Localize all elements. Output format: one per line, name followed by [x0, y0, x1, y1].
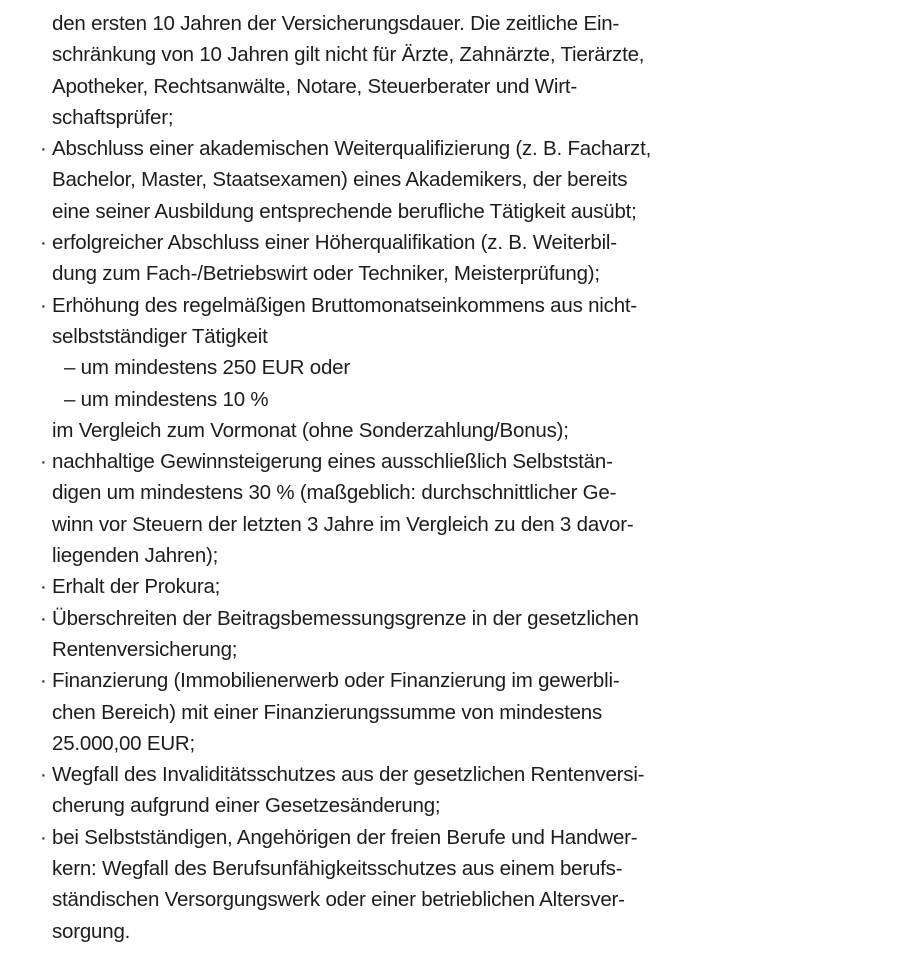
- text-line: den ersten 10 Jahren der Versicherungsdauer. Die zeitliche Ein-: [52, 12, 620, 35]
- bullet-item-text: [52, 227, 862, 290]
- document-text-body: [40, 8, 862, 947]
- text-line: bei Selbstständigen, Angehörigen der freien Berufe und Handwer-: [52, 825, 638, 849]
- bullet-marker-icon: ·: [40, 575, 47, 599]
- bullet-item-text: [52, 603, 862, 666]
- text-line: selbstständiger Tätigkeit: [52, 324, 268, 348]
- bullet-marker-icon: ·: [40, 825, 47, 849]
- bullet-item-erhoehung-bruttomonatseinkommen: [40, 290, 862, 446]
- text-line: kern: Wegfall des Berufsunfähigkeitsschutzes aus einem berufs-: [52, 857, 623, 881]
- bullet-marker-icon: ·: [40, 293, 47, 317]
- bullet-item-text: [52, 665, 862, 759]
- text-line: Erhöhung des regelmäßigen Bruttomonatseinkommens aus nicht-: [52, 293, 637, 317]
- bullet-list: [40, 133, 862, 947]
- bullet-item-text: [52, 759, 862, 822]
- bullet-item-wegfall-invaliditaetsschutz: [40, 759, 862, 822]
- bullet-item-beitragsbemessungsgrenze: [40, 603, 862, 666]
- bullet-item-akademische-weiterqualifizierung: [40, 133, 862, 227]
- text-line: ständischen Versorgungswerk oder einer betrieblichen Altersver-: [52, 888, 625, 912]
- text-line: Bachelor, Master, Staatsexamen) eines Akademikers, der bereits: [52, 168, 628, 192]
- text-line: Finanzierung (Immobilienerwerb oder Finanzierung im gewerbli-: [52, 669, 620, 693]
- text-line: schaftsprüfer;: [52, 105, 174, 129]
- text-line: im Vergleich zum Vormonat (ohne Sonderzahlung/Bonus);: [52, 418, 569, 442]
- bullet-marker-icon: ·: [40, 763, 47, 787]
- text-line: cherung aufgrund einer Gesetzesänderung;: [52, 794, 441, 818]
- text-line: chen Bereich) mit einer Finanzierungssumme von mindestens: [52, 700, 603, 724]
- text-line: eine seiner Ausbildung entsprechende berufliche Tätigkeit ausübt;: [52, 199, 637, 223]
- bullet-marker-icon: ·: [40, 231, 47, 255]
- bullet-item-text: [52, 446, 862, 571]
- bullet-item-text: [52, 822, 862, 947]
- text-line: Apotheker, Rechtsanwälte, Notare, Steuerberater und Wirt-: [52, 74, 577, 98]
- text-line: nachhaltige Gewinnsteigerung eines ausschließlich Selbststän-: [52, 450, 613, 474]
- text-line: erfolgreicher Abschluss einer Höherqualifikation (z. B. Weiterbil-: [52, 231, 617, 255]
- text-line: Abschluss einer akademischen Weiterqualifizierung (z. B. Facharzt,: [52, 137, 652, 161]
- bullet-item-finanzierung: [40, 665, 862, 759]
- bullet-item-text: [52, 571, 862, 602]
- bullet-item-hoeherqualifikation: [40, 227, 862, 290]
- text-line: sorgung.: [52, 919, 131, 943]
- text-line: schränkung von 10 Jahren gilt nicht für Ärzte, Zahnärzte, Tierärzte,: [52, 43, 645, 67]
- text-line: dung zum Fach-/Betriebswirt oder Techniker, Meisterprüfung);: [52, 262, 600, 286]
- continuation-paragraph: [52, 8, 862, 133]
- text-line: winn vor Steuern der letzten 3 Jahre im Vergleich zu den 3 davor-: [52, 512, 634, 536]
- text-line: Überschreiten der Beitragsbemessungsgrenze in der gesetzlichen: [52, 606, 639, 630]
- bullet-marker-icon: ·: [40, 606, 47, 630]
- bullet-marker-icon: ·: [40, 669, 47, 693]
- text-line: liegenden Jahren);: [52, 544, 219, 568]
- text-line: – um mindestens 10 %: [64, 387, 269, 411]
- bullet-marker-icon: ·: [40, 137, 47, 161]
- bullet-item-text: [52, 133, 862, 227]
- text-line: 25.000,00 EUR;: [52, 731, 196, 755]
- bullet-item-erhalt-prokura: [40, 571, 862, 602]
- text-line: Wegfall des Invaliditätsschutzes aus der gesetzlichen Rentenversi-: [52, 763, 645, 787]
- text-line: – um mindestens 250 EUR oder: [64, 356, 350, 380]
- bullet-item-gewinnsteigerung-selbststaendige: [40, 446, 862, 571]
- text-line: digen um mindestens 30 % (maßgeblich: durchschnittlicher Ge-: [52, 481, 617, 505]
- bullet-item-text: [52, 290, 862, 446]
- text-line: Erhalt der Prokura;: [52, 575, 221, 599]
- text-line: Rentenversicherung;: [52, 637, 238, 661]
- bullet-item-wegfall-berufsunfaehigkeitsschutz: [40, 822, 862, 947]
- bullet-marker-icon: ·: [40, 450, 47, 474]
